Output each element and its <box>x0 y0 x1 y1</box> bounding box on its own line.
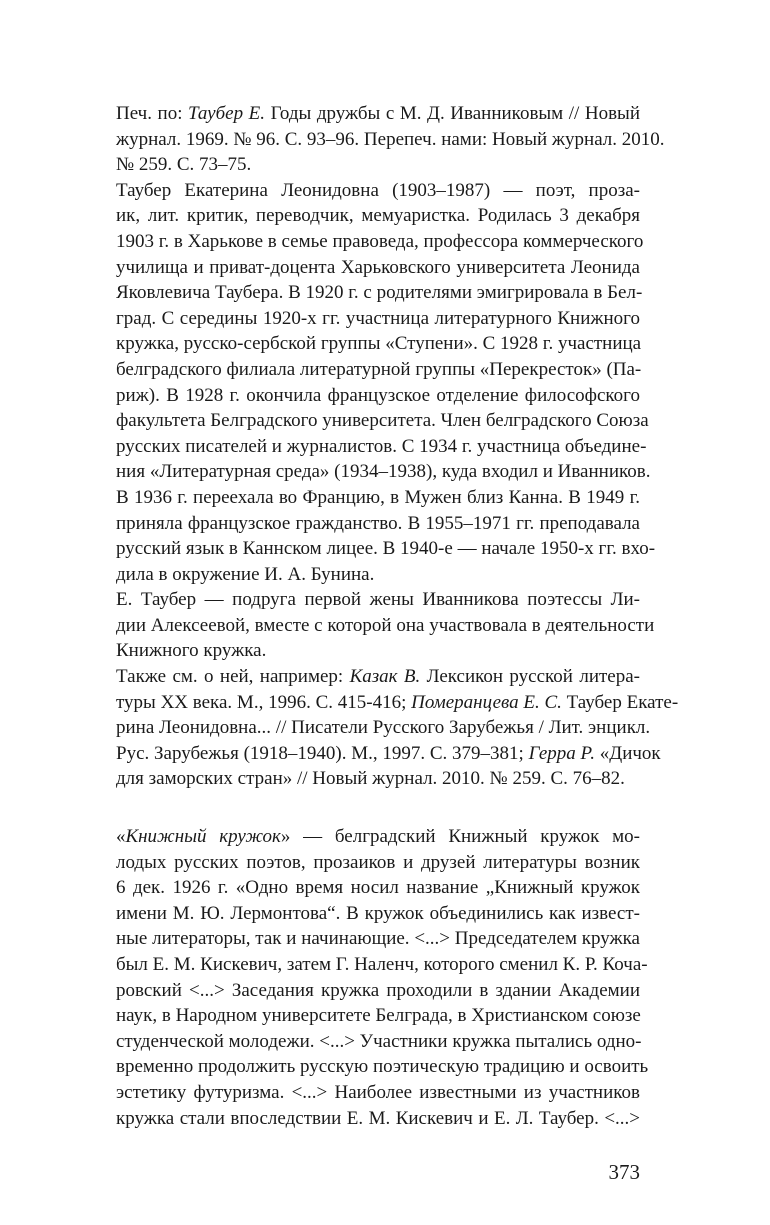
text-run: студенческой молодежи. <...> Участники кружка пытались одно- <box>116 1030 642 1052</box>
notes-section <box>88 101 679 792</box>
text-block <box>88 101 679 1131</box>
text-run: рина Леонидовна... // Писатели Русского Зарубежья / Лит. энцикл. <box>116 717 651 739</box>
text-line <box>88 229 644 255</box>
italic-name: Книжный кружок <box>125 826 281 848</box>
text-run: » — белградский Книжный кружок мо- <box>280 826 640 848</box>
text-run: временно продолжить русскую поэтическую традицию и освоить <box>116 1056 649 1078</box>
text-run: риж). В 1928 г. окончила французское отделение философского <box>116 384 640 406</box>
text-line <box>88 434 647 460</box>
text-run: « <box>116 826 126 848</box>
text-run: дии Алексеевой, вместе с которой она участвовала в деятельности <box>116 614 655 636</box>
text-run: Рус. Зарубежья (1918–1940). М., 1997. С. 379–381; <box>116 742 529 764</box>
text-line <box>88 875 640 901</box>
text-line <box>88 587 640 613</box>
italic-name: Померанцева Е. С. <box>411 691 562 713</box>
text-run: кружка, русско-сербской группы «Ступени». С 1928 г. участница <box>116 333 642 355</box>
text-line <box>88 715 651 741</box>
text-line <box>88 824 640 850</box>
text-line <box>88 511 640 537</box>
text-line <box>88 280 643 306</box>
paragraph <box>88 101 665 178</box>
text-line <box>88 383 640 409</box>
text-line <box>88 850 640 876</box>
italic-name: Казак В. <box>349 666 421 688</box>
text-run: имени М. Ю. Лермонтова“. В кружок объединились как извест- <box>116 902 640 924</box>
text-line <box>88 664 640 690</box>
text-run: лодых русских поэтов, прозаиков и друзей литературы возник <box>116 851 640 873</box>
text-run: Таубер Екате- <box>561 691 679 713</box>
text-run: 6 дек. 1926 г. «Одно время носил название „Книжный кружок <box>116 877 640 899</box>
text-run: приняла французское гражданство. В 1955–1971 гг. преподавала <box>116 512 640 534</box>
text-line <box>88 690 679 716</box>
text-run: факультета Белградского университета. Член белградского Союза <box>116 410 649 432</box>
text-line <box>88 127 665 153</box>
text-line <box>88 766 640 792</box>
text-run: русских писателей и журналистов. С 1934 г. участница объедине- <box>116 435 647 457</box>
text-run: Книжного кружка. <box>116 640 267 662</box>
text-run: ные литераторы, так и начинающие. <...> Председателем кружка <box>116 928 640 950</box>
text-line <box>88 408 649 434</box>
text-run: русский язык в Каннском лицее. В 1940-е — начале 1950-х гг. вхо- <box>116 538 656 560</box>
text-line <box>88 306 640 332</box>
page-number: 373 <box>608 1160 640 1184</box>
text-run: кружка стали впоследствии Е. М. Кискевич и Е. Л. Таубер. <...> <box>116 1107 640 1129</box>
italic-name: Герра Р. <box>528 742 595 764</box>
text-run: Годы дружбы с М. Д. Иванниковым // Новый <box>265 103 640 124</box>
text-line <box>88 1054 649 1080</box>
text-line <box>88 741 661 767</box>
text-line <box>88 613 655 639</box>
text-run: В 1936 г. переехала во Францию, в Мужен близ Канна. В 1949 г. <box>116 486 640 508</box>
text-line <box>88 331 640 357</box>
italic-name: Таубер Е. <box>188 103 266 124</box>
text-line <box>88 1029 640 1055</box>
text-line <box>88 152 640 178</box>
text-line <box>88 952 648 978</box>
text-run: Печ. по: <box>116 103 189 124</box>
paragraph <box>88 178 656 588</box>
paragraph <box>88 587 655 664</box>
text-line <box>88 485 640 511</box>
text-line <box>88 1003 640 1029</box>
paragraph <box>88 824 649 1131</box>
text-run: Таубер Екатерина Леонидовна (1903–1987) — поэт, проза- <box>116 179 640 201</box>
text-line <box>88 203 640 229</box>
text-run: «Дичок <box>594 742 661 764</box>
text-line <box>88 178 640 204</box>
text-run: наук, в Народном университете Белграда, в Христианском союзе <box>116 1005 641 1027</box>
text-line <box>88 926 640 952</box>
text-line <box>88 978 640 1004</box>
text-line <box>88 1080 640 1106</box>
text-run: ровский <...> Заседания кружка проходили в здании Академии <box>116 979 640 1001</box>
paragraph <box>88 664 679 792</box>
text-line <box>88 638 640 664</box>
text-line <box>88 357 640 383</box>
text-line <box>88 459 651 485</box>
text-run: училища и приват-доцента Харьковского университета Леонида <box>116 256 640 278</box>
text-run: журнал. 1969. № 96. С. 93–96. Перепеч. нами: Новый журнал. 2010. <box>116 128 665 150</box>
text-run: Яковлевича Таубера. В 1920 г. с родителями эмигрировала в Бел- <box>116 282 643 304</box>
text-run: ик, лит. критик, переводчик, мемуаристка. Родилась 3 декабря <box>116 205 640 227</box>
text-run: град. С середины 1920-х гг. участница литературного Книжного <box>116 307 640 329</box>
text-run: для заморских стран» // Новый журнал. 2010. № 259. С. 76–82. <box>116 768 625 790</box>
text-line <box>88 901 640 927</box>
text-line <box>88 536 656 562</box>
text-run: ния «Литературная среда» (1934–1938), куда входил и Иванников. <box>116 461 651 483</box>
text-run: Лексикон русской литера- <box>420 666 640 688</box>
text-run: Также см. о ней, например: <box>116 666 350 688</box>
text-run: 1903 г. в Харькове в семье правоведа, профессора коммерческого <box>116 230 644 252</box>
text-run: белградского филиала литературной группы «Перекресток» (Па- <box>116 358 642 380</box>
text-run: эстетику футуризма. <...> Наиболее известными из участников <box>116 1081 640 1103</box>
text-line <box>88 255 640 281</box>
text-run: туры XX века. М., 1996. С. 415-416; <box>116 691 412 713</box>
text-line <box>88 1106 640 1132</box>
text-run: № 259. С. 73–75. <box>116 154 252 176</box>
text-run: дила в окружение И. А. Бунина. <box>116 563 375 585</box>
book-circle-section <box>88 824 649 1131</box>
text-run: Е. Таубер — подруга первой жены Иванникова поэтессы Ли- <box>116 589 640 611</box>
text-line <box>88 562 640 588</box>
text-run: был Е. М. Кискевич, затем Г. Наленч, которого сменил К. Р. Коча- <box>116 954 648 975</box>
text-line <box>88 101 640 127</box>
